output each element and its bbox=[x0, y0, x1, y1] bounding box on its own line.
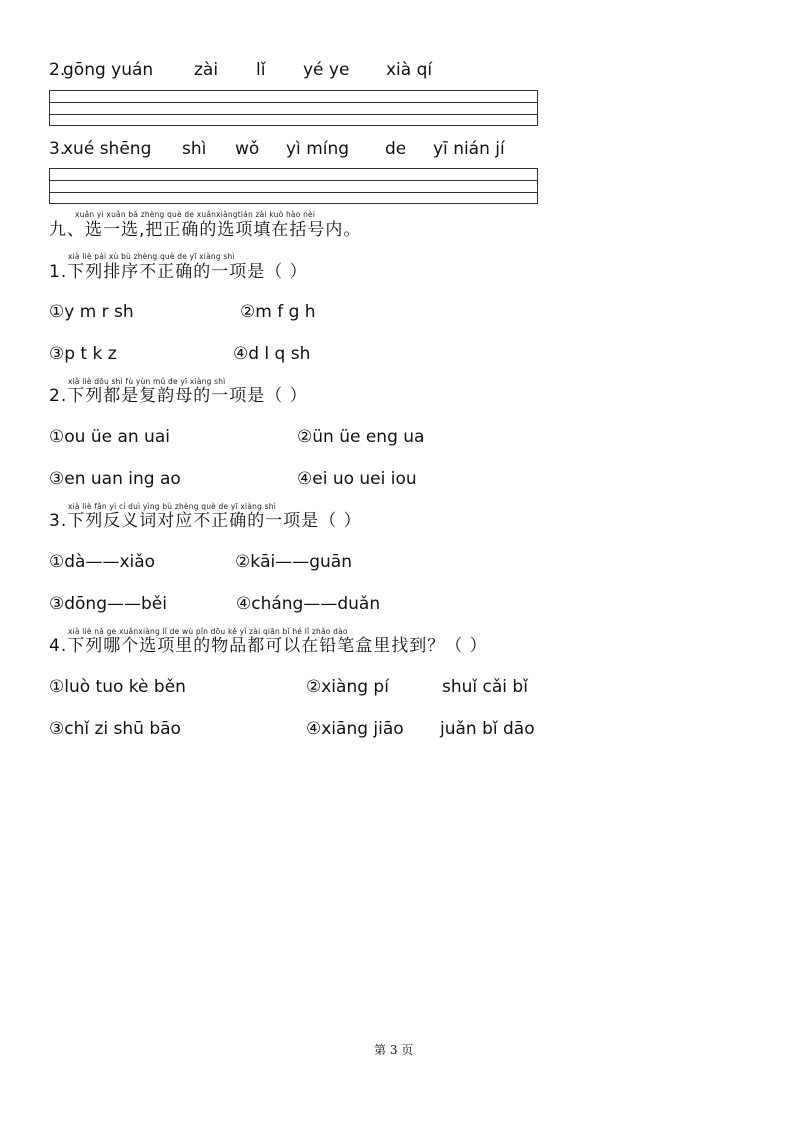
question-pinyin: xià liè pái xù bù zhèng què de yī xiàng shì bbox=[68, 252, 235, 261]
question-number: 2. bbox=[49, 60, 66, 80]
pinyin-syllable: zài bbox=[194, 60, 219, 80]
option-3[interactable]: ③en uan ing ao bbox=[49, 469, 181, 489]
pinyin-syllable: de bbox=[385, 139, 407, 159]
option-1[interactable]: ①y m r sh bbox=[49, 302, 134, 322]
question-pinyin: xià liè nǎ ge xuǎnxiàng lǐ de wù pǐn dōu kě yǐ zài qiān bǐ hé lǐ zhǎo dào bbox=[68, 627, 348, 636]
option-4[interactable]: ④xiāng jiāo bbox=[306, 719, 404, 739]
option-4[interactable]: ④cháng——duǎn bbox=[236, 594, 381, 614]
option-1[interactable]: ①luò tuo kè běn bbox=[49, 677, 186, 697]
pinyin-syllable: xià qí bbox=[386, 60, 433, 80]
question-text: 3.下列反义词对应不正确的一项是（ ） bbox=[49, 511, 362, 531]
option-2[interactable]: ②xiàng pí bbox=[306, 677, 389, 697]
question-pinyin: xià liè fǎn yì cí duì yìng bù zhèng què de yī xiàng shì bbox=[68, 502, 276, 511]
option-2[interactable]: ②m f g h bbox=[240, 302, 316, 322]
option-2-word: shuǐ cǎi bǐ bbox=[442, 677, 528, 697]
section-pinyin: xuǎn yi xuǎn bǎ zhèng què de xuǎnxiàngtián zài kuò hào nèi bbox=[75, 210, 316, 219]
option-2[interactable]: ②kāi——guān bbox=[235, 552, 352, 572]
question-text: 1.下列排序不正确的一项是（ ） bbox=[49, 262, 308, 282]
option-4[interactable]: ④d l q sh bbox=[233, 344, 311, 364]
pinyin-syllable: yì míng bbox=[286, 139, 350, 159]
pinyin-syllable: yé ye bbox=[303, 60, 350, 80]
question-pinyin: xià liè dōu shì fù yùn mǔ de yī xiàng shì bbox=[68, 377, 226, 386]
option-1[interactable]: ①ou üe an uai bbox=[49, 427, 170, 447]
pinyin-syllable: xué shēng bbox=[63, 139, 152, 159]
page-number: 第 3 页 bbox=[374, 1043, 414, 1057]
pinyin-syllable: shì bbox=[182, 139, 207, 159]
question-text: 2.下列都是复韵母的一项是（ ） bbox=[49, 386, 308, 406]
pinyin-question-3 bbox=[49, 138, 549, 160]
option-3[interactable]: ③p t k z bbox=[49, 344, 117, 364]
writing-lines[interactable] bbox=[49, 168, 538, 204]
pinyin-syllable: lǐ bbox=[256, 60, 266, 80]
option-3[interactable]: ③chǐ zi shū bāo bbox=[49, 719, 181, 739]
writing-lines[interactable] bbox=[49, 90, 538, 126]
option-4[interactable]: ④ei uo uei iou bbox=[297, 469, 417, 489]
pinyin-syllable: gōng yuán bbox=[63, 60, 154, 80]
option-3[interactable]: ③dōng——běi bbox=[49, 594, 167, 614]
pinyin-syllable: wǒ bbox=[235, 139, 260, 159]
question-text: 4.下列哪个选项里的物品都可以在铅笔盒里找到？（ ） bbox=[49, 636, 488, 656]
pinyin-syllable: yī nián jí bbox=[433, 139, 505, 159]
option-1[interactable]: ①dà——xiǎo bbox=[49, 552, 156, 572]
question-number: 3. bbox=[49, 139, 66, 159]
option-2[interactable]: ②ün üe eng ua bbox=[297, 427, 425, 447]
section-title: 九、选一选,把正确的选项填在括号内。 bbox=[49, 220, 362, 240]
pinyin-question-2 bbox=[49, 59, 549, 81]
option-4-word: juǎn bǐ dāo bbox=[440, 719, 535, 739]
